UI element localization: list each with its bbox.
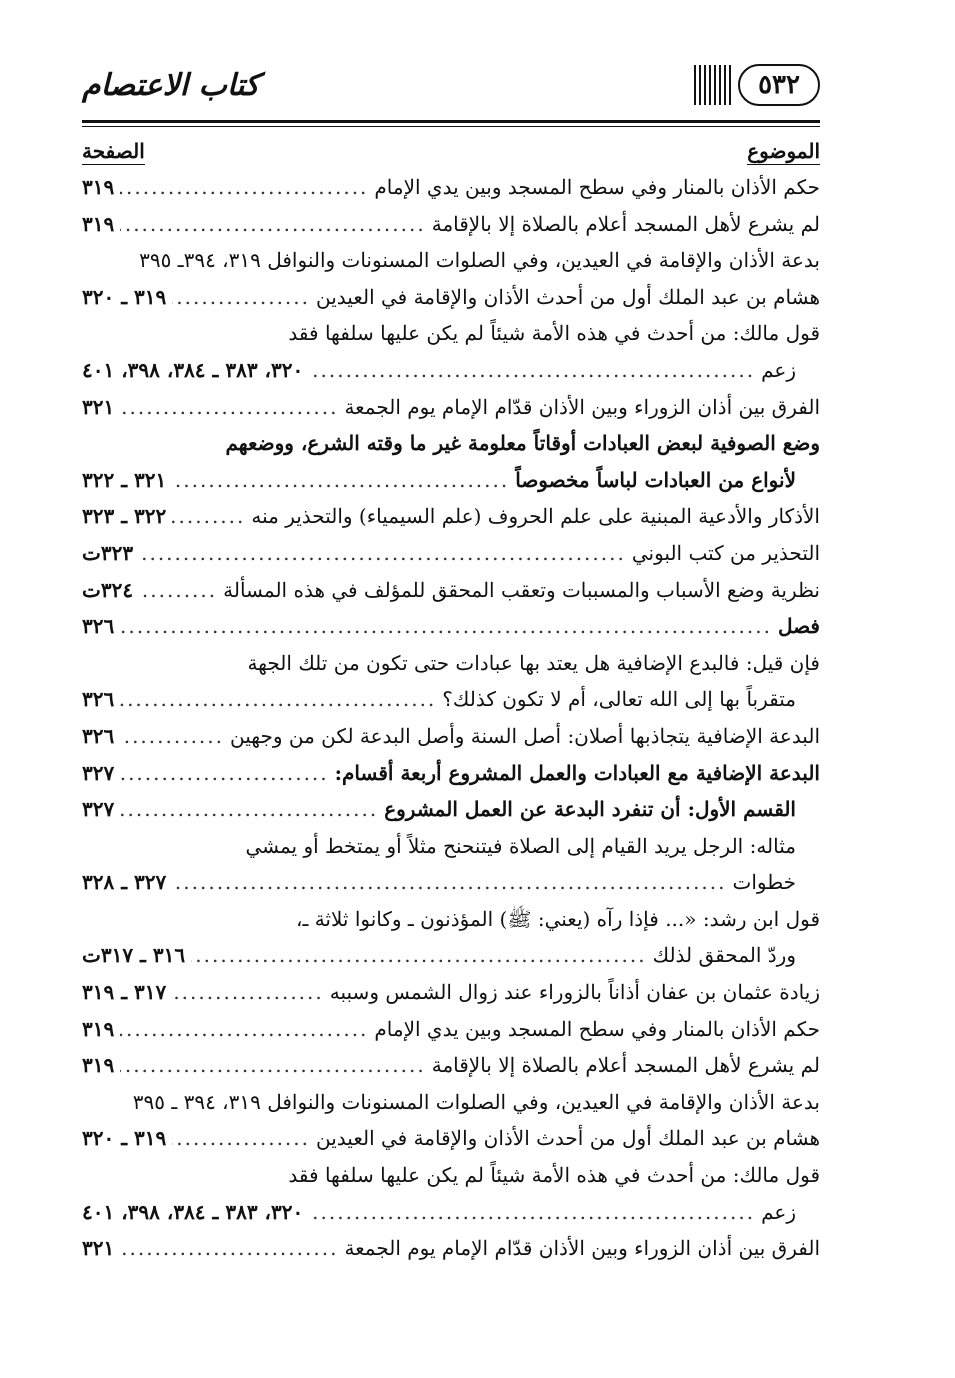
- index-entry-continuation: لأنواع من العبادات لباساً مخصوصاً ..... ٣٢١ ـ ٣٢٢: [82, 468, 820, 505]
- index-entry-continuation: خطوات ..... ٣٢٧ ـ ٣٢٨: [82, 870, 820, 907]
- index-entry: بدعة الأذان والإقامة في العيدين، وفي الصلوات المسنونات والنوافل ٣١٩، ٣٩٤ـ ٣٩٥: [139, 248, 820, 273]
- index-entry: حكم الأذان بالمنار وفي سطح المسجد وبين يدي الإمام ..... ٣١٩: [82, 175, 820, 212]
- index-entry: قول مالك: من أحدث في هذه الأمة شيئاً لم يكن عليها سلفها فقد: [288, 1163, 820, 1188]
- index-entry: الأذكار والأدعية المبنية على علم الحروف (علم السيمياء) والتحذير منه ..... ٣٢٢ ـ ٣٢٣: [82, 504, 820, 541]
- index-entry: الفرق بين أذان الزوراء وبين الأذان قدّام الإمام يوم الجمعة ..... ٣٢١: [82, 395, 820, 432]
- index-entry-continuation: زعم ..... ٣٢٠، ٣٨٣ ـ ٣٨٤، ٣٩٨، ٤٠١: [82, 1200, 820, 1237]
- index-entry: الفرق بين أذان الزوراء وبين الأذان قدّام الإمام يوم الجمعة ..... ٣٢١: [82, 1236, 820, 1273]
- index-entry: هشام بن عبد الملك أول من أحدث الأذان والإقامة في العيدين ..... ٣١٩ ـ ٣٢٠: [82, 285, 820, 322]
- index-entry: قول ابن رشد: «... فإذا رآه (يعني: ﷺ) المؤذنون ـ وكانوا ثلاثة ـ،: [296, 906, 820, 931]
- page-number-ornament: [694, 64, 820, 106]
- index-entry: لم يشرع لأهل المسجد أعلام بالصلاة إلا بالإقامة ..... ٣١٩: [82, 1053, 820, 1090]
- index-entry: مثاله: الرجل يريد القيام إلى الصلاة فيتنحنح مثلاً أو يمتخط أو يمشي: [245, 833, 796, 858]
- page-header: [82, 50, 820, 118]
- book-title: كتاب الاعتصام: [82, 68, 260, 103]
- page-number: ٥٣٢: [738, 64, 820, 106]
- index-entry-continuation: وردّ المحقق لذلك ..... ٣١٦ ـ ٣١٧ت: [82, 943, 820, 980]
- header-rule: [82, 120, 820, 123]
- stripes-ornament-icon: [694, 65, 734, 105]
- index-entry: التحذير من كتب البوني ..... ٣٢٣ت: [82, 541, 820, 578]
- index-entry: زيادة عثمان بن عفان أذاناً بالزوراء عند زوال الشمس وسببه ..... ٣١٧ ـ ٣١٩: [82, 980, 820, 1017]
- column-page-heading: الصفحة: [82, 139, 145, 163]
- index-entry: البدعة الإضافية مع العبادات والعمل المشروع أربعة أقسام: ..... ٣٢٧: [82, 761, 820, 798]
- index-entry: البدعة الإضافية يتجاذبها أصلان: أصل السنة وأصل البدعة لكن من وجهين ..... ٣٢٦: [82, 724, 820, 761]
- index-entry-continuation: زعم ..... ٣٢٠، ٣٨٣ ـ ٣٨٤، ٣٩٨، ٤٠١: [82, 358, 820, 395]
- index-entries: [82, 175, 820, 1273]
- index-entry: نظرية وضع الأسباب والمسببات وتعقب المحقق للمؤلف في هذه المسألة ..... ٣٢٤ت: [82, 578, 820, 615]
- column-topic-heading: الموضوع: [747, 139, 820, 163]
- index-entry: القسم الأول: أن تنفرد البدعة عن العمل المشروع ..... ٣٢٧: [82, 797, 820, 834]
- index-entry: فإن قيل: فالبدع الإضافية هل يعتد بها عبادات حتى تكون من تلك الجهة: [247, 650, 820, 675]
- column-headings: [82, 135, 820, 175]
- index-entry-continuation: متقرباً بها إلى الله تعالى، أم لا تكون كذلك؟ ..... ٣٢٦: [82, 687, 820, 724]
- index-entry-section: فصل ..... ٣٢٦: [82, 614, 820, 651]
- index-entry: هشام بن عبد الملك أول من أحدث الأذان والإقامة في العيدين ..... ٣١٩ ـ ٣٢٠: [82, 1126, 820, 1163]
- index-entry: قول مالك: من أحدث في هذه الأمة شيئاً لم يكن عليها سلفها فقد: [288, 321, 820, 346]
- index-entry: لم يشرع لأهل المسجد أعلام بالصلاة إلا بالإقامة ..... ٣١٩: [82, 212, 820, 249]
- index-entry: بدعة الأذان والإقامة في العيدين، وفي الصلوات المسنونات والنوافل ٣١٩، ٣٩٤ ـ ٣٩٥: [132, 1089, 820, 1114]
- header-rule-thin: [82, 126, 820, 127]
- index-entry: حكم الأذان بالمنار وفي سطح المسجد وبين يدي الإمام ..... ٣١٩: [82, 1017, 820, 1054]
- index-entry: وضع الصوفية لبعض العبادات أوقاتاً معلومة غير ما وقته الشرع، ووضعهم: [225, 431, 820, 456]
